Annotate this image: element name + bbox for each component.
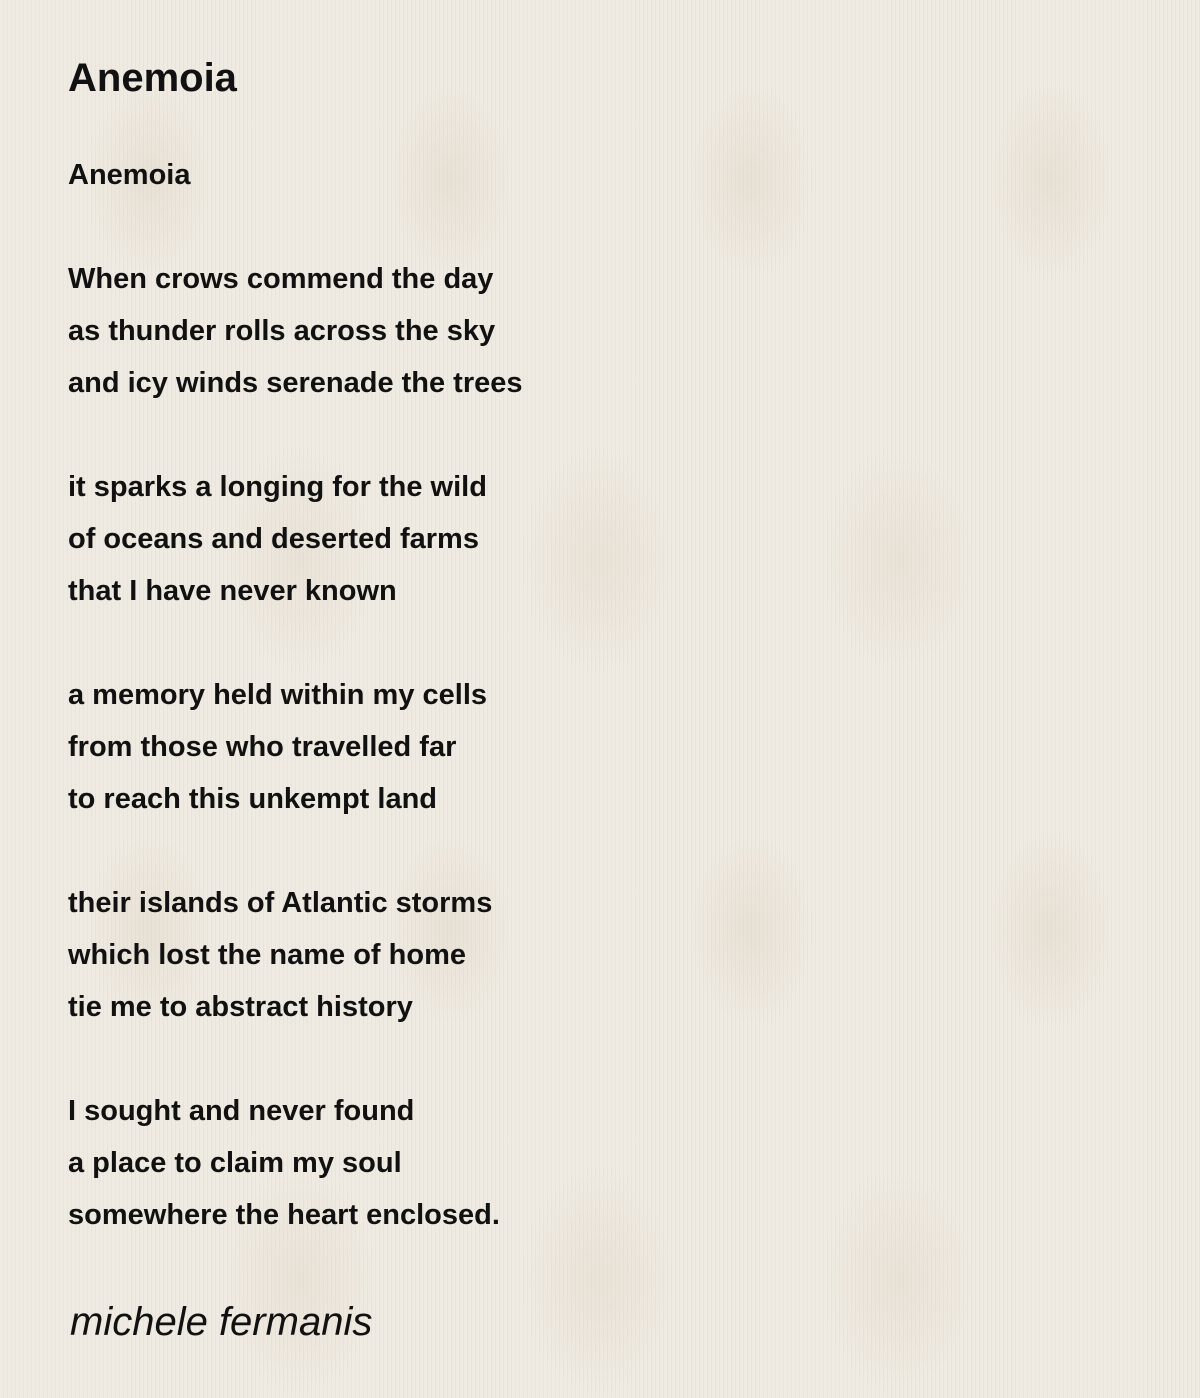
poem-line: which lost the name of home bbox=[68, 939, 466, 971]
poem-line: a memory held within my cells bbox=[68, 679, 488, 711]
poem-line: When crows commend the day bbox=[68, 263, 494, 295]
poem-title: Anemoia bbox=[68, 56, 237, 100]
poem-line: their islands of Atlantic storms bbox=[68, 887, 493, 919]
poem-line: I sought and never found bbox=[68, 1095, 415, 1127]
poem-body bbox=[68, 149, 523, 1241]
poem-blank-line bbox=[68, 201, 523, 253]
poem-blank-line bbox=[68, 409, 523, 461]
poem-line: of oceans and deserted farms bbox=[68, 523, 479, 555]
poem-line: to reach this unkempt land bbox=[68, 783, 437, 815]
poem-line: from those who travelled far bbox=[68, 731, 457, 763]
poem-blank-line bbox=[68, 617, 523, 669]
poem-blank-line bbox=[68, 825, 523, 877]
poem-line: Anemoia bbox=[68, 159, 191, 191]
poem-line: somewhere the heart enclosed. bbox=[68, 1199, 500, 1231]
poem-line: that I have never known bbox=[68, 575, 397, 607]
poem-blank-line bbox=[68, 1033, 523, 1085]
poem-line: a place to claim my soul bbox=[68, 1147, 402, 1179]
poem-line: and icy winds serenade the trees bbox=[68, 367, 523, 399]
poem-line: as thunder rolls across the sky bbox=[68, 315, 496, 347]
poem-line: tie me to abstract history bbox=[68, 991, 413, 1023]
poem-author: michele fermanis bbox=[70, 1300, 373, 1344]
poem-line: it sparks a longing for the wild bbox=[68, 471, 487, 503]
